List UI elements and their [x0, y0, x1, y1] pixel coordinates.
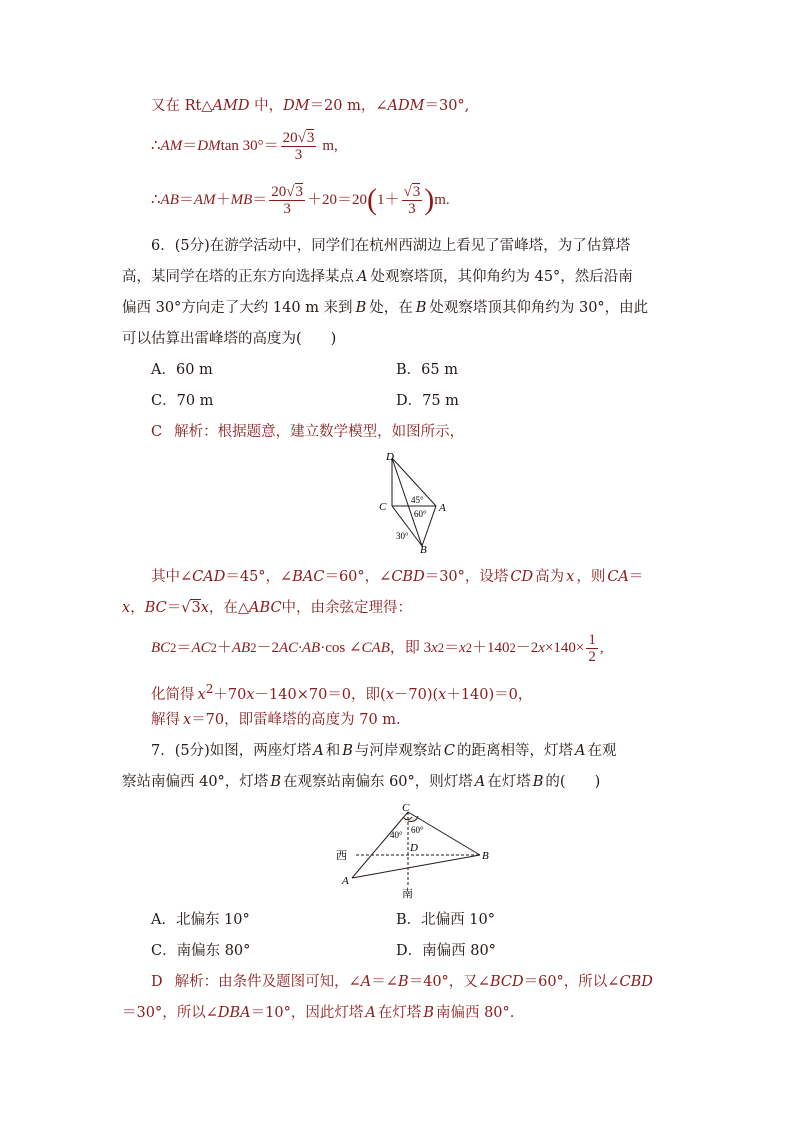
sol5-line2: ∴ AM ＝ DM tan 30°＝ $\frac{20√3}{3}$ m, — [151, 129, 338, 163]
fraction-20sqrt3-over-3: $\frac{20√3}{3}$ — [282, 129, 315, 163]
q6-sol-line4: 化简得 $x^2+70x-140\times 70=0$，即(x－70)(x＋140)＝0， — [151, 682, 533, 703]
sol5-line1: 又在 Rt△AMD 中，DM＝20 m，∠ADM＝30°, — [151, 98, 470, 114]
sol5-line3: ∴ AB ＝ AM ＋ MB ＝ $\frac{20√3}{3}$ ＋20＝20 ( 1＋ $\frac{√3}{3}$ ) m. — [151, 183, 450, 217]
q6-sol-line1: 其中∠CAD＝45°，∠BAC＝60°，∠CBD＝30°，设塔 CD 高为 x ，则 CA＝ — [151, 569, 644, 585]
q6-option-b[interactable]: B．65 m — [396, 362, 458, 378]
angle-30: 30° — [396, 531, 409, 541]
q6-analysis: C 解析：根据题意，建立数学模型，如图所示， — [151, 424, 465, 440]
q7-option-a[interactable]: A．北偏东 10° — [151, 912, 250, 928]
angle-45: 45° — [411, 495, 424, 505]
label-c: C — [402, 802, 410, 814]
q6-line4: 可以估算出雷峰塔的高度为( ) — [122, 331, 337, 347]
label-d: D — [410, 842, 418, 854]
label-c: C — [379, 501, 387, 513]
angle-40: 40° — [390, 830, 403, 840]
label-a: A — [439, 502, 446, 514]
q6-option-a[interactable]: A．60 m — [151, 362, 213, 378]
q6-figure — [370, 450, 460, 554]
line-ca — [352, 812, 408, 878]
q7-line1: 7．(5分)如图，两座灯塔 A 和 B 与河岸观察站 C 的距离相等，灯塔 A 在观 — [151, 743, 617, 759]
q6-sol-line3: BC 2 ＝ AC 2 ＋ AB 2 －2 AC·AB ·cos ∠ CAB ，即 3 x 2 ＝ x 2 ＋140 2 －2 x ×140× $\frac{1}{2}$ , — [151, 631, 604, 665]
line-ab — [352, 855, 480, 878]
q7-line2: 察站南偏西 40°，灯塔 B 在观察站南偏东 60°，则灯塔 A 在灯塔 B 的( ) — [122, 774, 601, 790]
q6-sol-line2: x，BC＝√3x，在△ABC中，由余弦定理得： — [122, 600, 413, 616]
label-a: A — [342, 875, 349, 887]
angle-60: 60° — [411, 825, 424, 835]
q6-option-c[interactable]: C．70 m — [151, 393, 214, 409]
q6-line3: 偏西 30°方向走了大约 140 m 来到 B 处，在 B 处观察塔顶其仰角约为 30°，由此 — [122, 300, 649, 316]
q6-sol-line5: 解得 x＝70，即雷峰塔的高度为 70 m. — [151, 712, 401, 728]
label-west: 西 — [336, 850, 347, 862]
angle-60: 60° — [414, 509, 427, 519]
q7-answer: D — [151, 974, 163, 990]
label-d: D — [386, 451, 394, 463]
q6-line2: 高，某同学在塔的正东方向选择某点 A 处观察塔顶，其仰角约为 45°，然后沿南 — [122, 269, 633, 285]
q7-figure — [334, 800, 504, 900]
q6-line1: 6．(5分)在游学活动中，同学们在杭州西湖边上看见了雷峰塔，为了估算塔 — [151, 238, 631, 254]
q7-sol-line2: ＝30°，所以∠DBA＝10°，因此灯塔 A 在灯塔 B 南偏西 80°. — [122, 1005, 515, 1021]
q7-option-d[interactable]: D．南偏西 80° — [396, 943, 496, 959]
label-b: B — [420, 544, 427, 554]
q7-sol-line1: D 解析：由条件及题图可知，∠A＝∠B＝40°，又∠BCD＝60°，所以∠CBD — [151, 974, 653, 990]
q7-option-b[interactable]: B．北偏西 10° — [396, 912, 495, 928]
label-south: 南 — [402, 888, 413, 900]
q6-answer: C — [151, 424, 163, 440]
label-b: B — [482, 850, 489, 862]
q6-option-d[interactable]: D．75 m — [396, 393, 459, 409]
q7-option-c[interactable]: C．南偏东 80° — [151, 943, 251, 959]
